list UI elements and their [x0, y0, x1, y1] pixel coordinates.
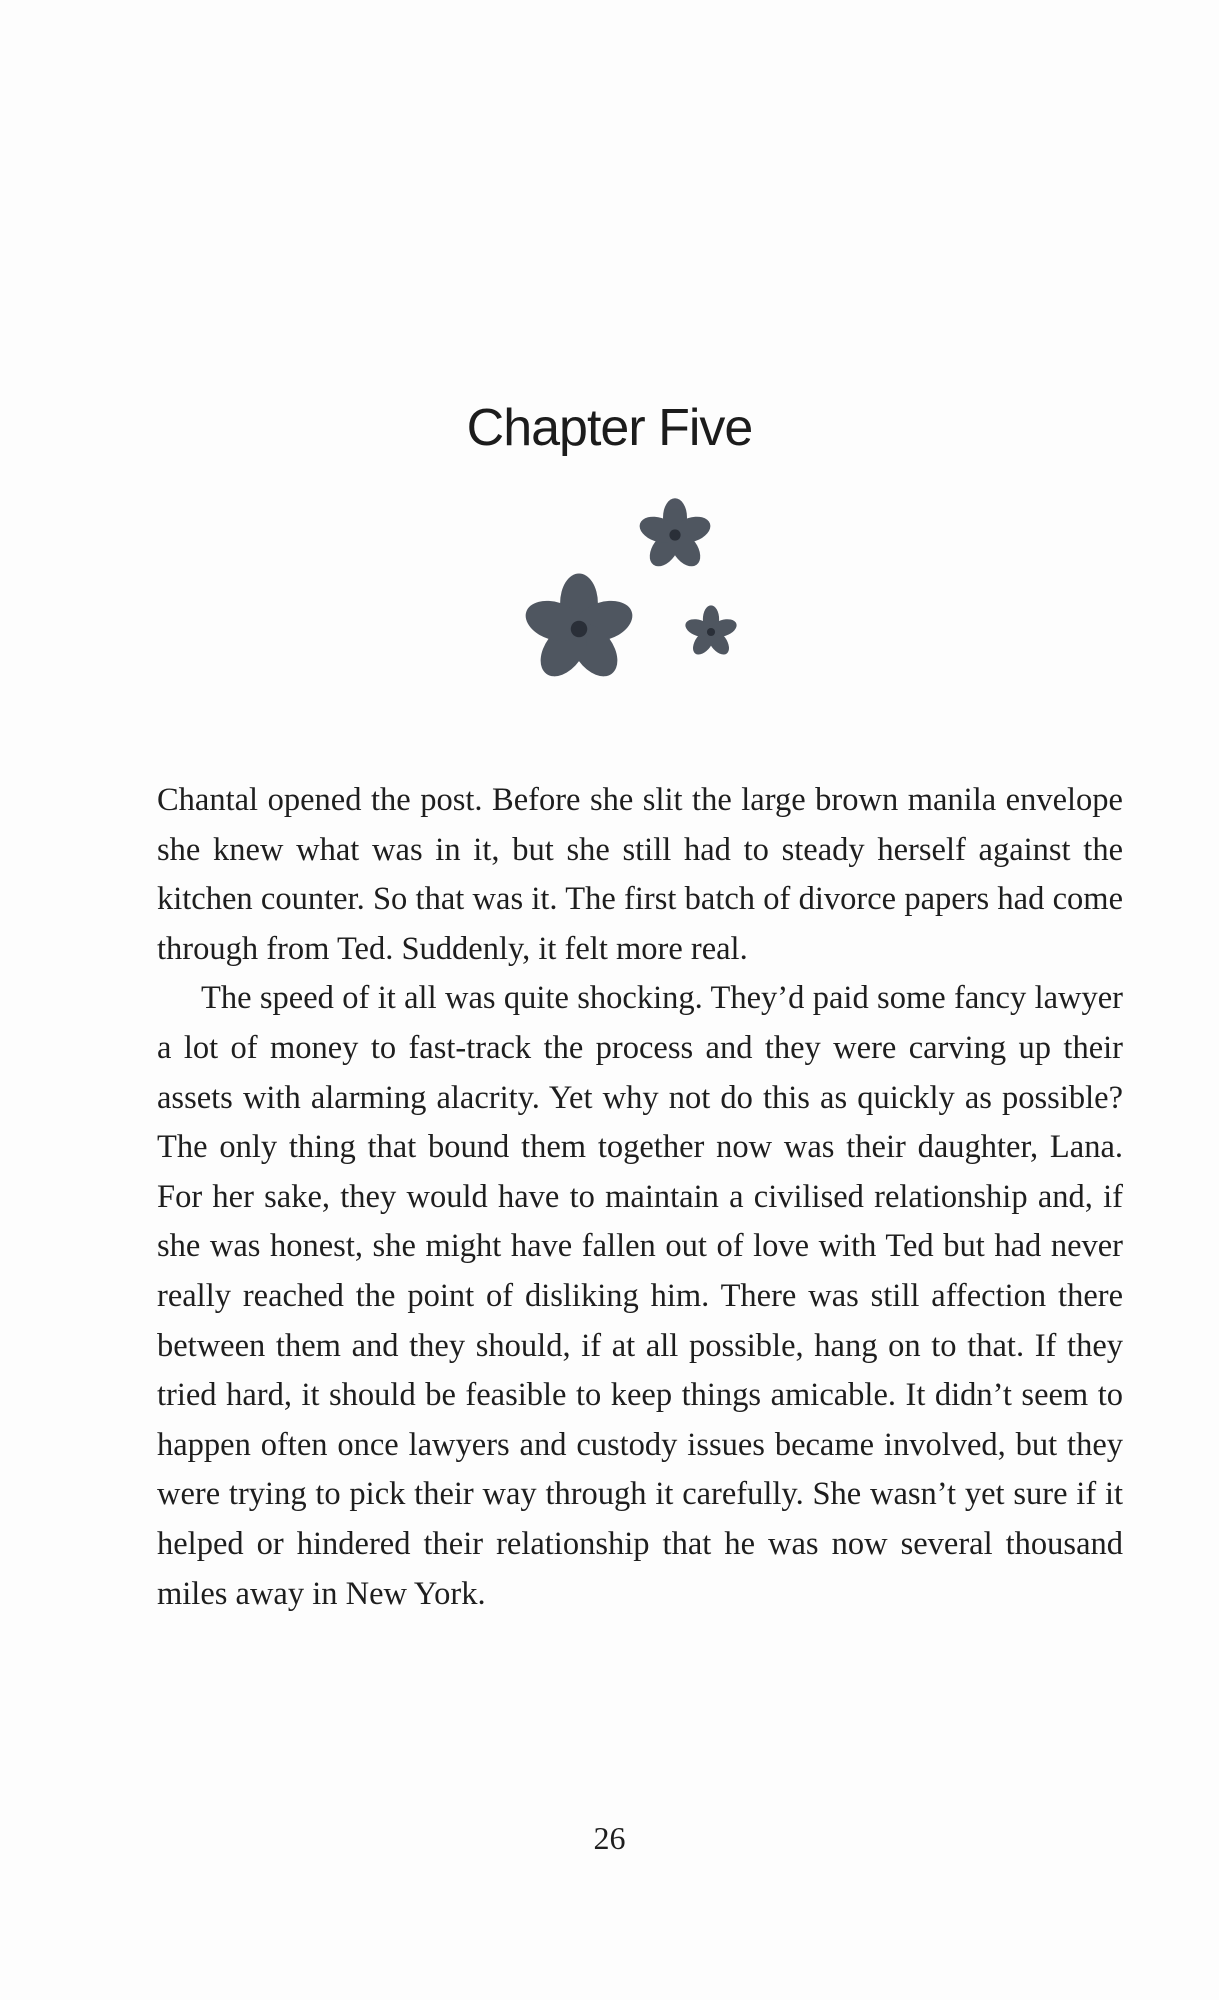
paragraph-1: Chantal opened the post. Before she slit the large brown manila envelope she knew what was in it, but she still had to steady herself against the kitchen counter. So that was it. The first batch of divorce papers had come through from Ted. Suddenly, it felt more real.	[157, 782, 1123, 967]
flower-icon-small	[682, 603, 740, 661]
page-number: 26	[593, 1820, 626, 1856]
chapter-body	[157, 776, 1123, 1619]
flower-icon-large	[520, 570, 638, 688]
flower-icon-top	[635, 495, 715, 575]
chapter-title: Chapter Five	[466, 399, 753, 457]
paragraph-2: The speed of it all was quite shocking. They’d paid some fancy lawyer a lot of money to fast-track the process and they were carving up their assets with alarming alacrity. Yet why not do this as quickly as possible? The only thing that bound them together now was their daughter, Lana. For her sake, they would have to maintain a civilised relationship and, if she was honest, she might have fallen out of love with Ted but had never really reached the point of disliking him. There was still affection there between them and they should, if at all possible, hang on to that. If they tried hard, it should be feasible to keep things amicable. It didn’t seem to happen often once lawyers and custody issues became involved, but they were trying to pick their way through it carefully. She wasn’t yet sure if it helped or hindered their relationship that he was now several thousand miles away in New York.	[157, 980, 1123, 1612]
flower-ornament	[520, 495, 760, 710]
